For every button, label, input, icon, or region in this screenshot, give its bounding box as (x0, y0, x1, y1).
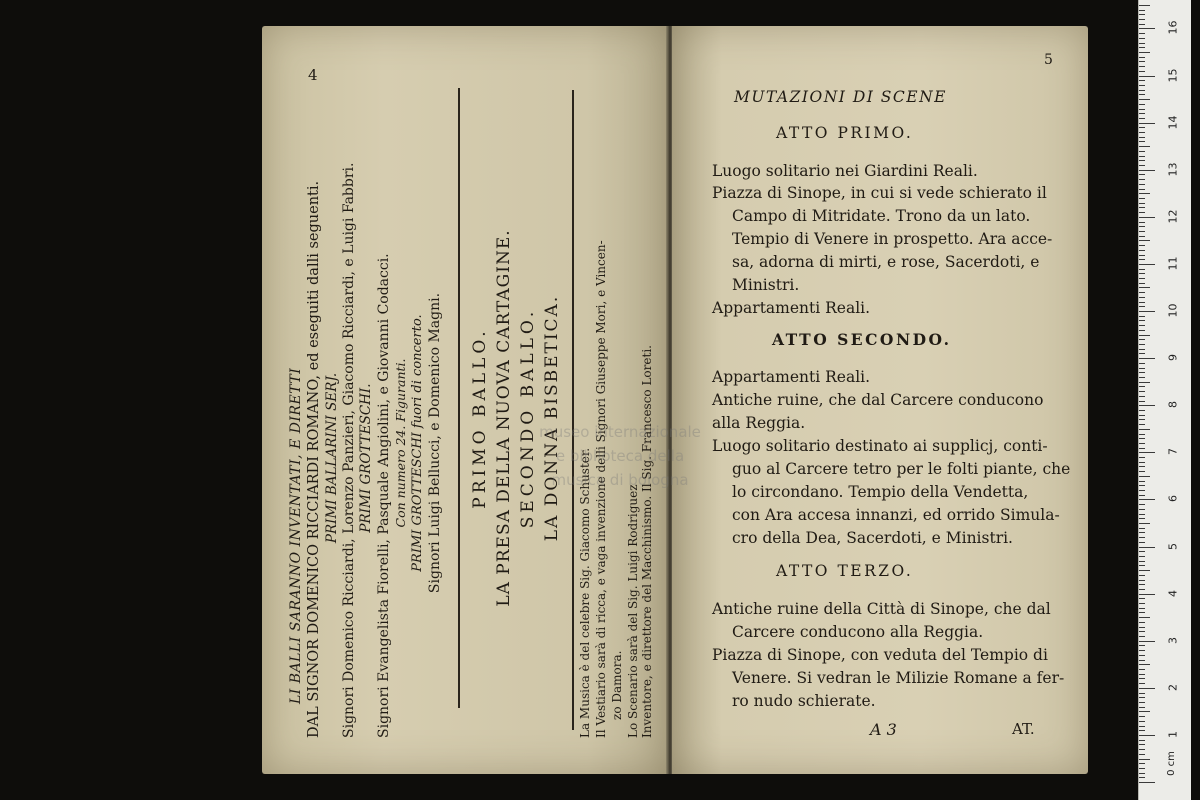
ruler-tick (1139, 674, 1145, 675)
right-page-number: 5 (1044, 52, 1053, 68)
ruler-tick (1139, 382, 1150, 383)
ruler-tick (1139, 561, 1145, 562)
act1-line: Campo di Mitridate. Trono da un lato. (732, 207, 1031, 225)
first-ballet-label: PRIMO BALLO. (470, 327, 490, 509)
ruler-tick (1139, 330, 1145, 331)
ruler-number: 5 (1166, 542, 1180, 550)
ruler-tick (1139, 368, 1145, 369)
act2-line: cro della Dea, Sacerdoti, e Ministri. (732, 529, 1013, 547)
grotesque-dancers-names: Signori Evangelista Fiorelli, Pasquale Angiolini, e Giovanni Codacci. (376, 253, 392, 738)
ruler-tick (1139, 622, 1145, 623)
first-ballet-title: LA PRESA DELLA NUOVA CARTAGINE. (494, 229, 514, 607)
ruler-tick (1139, 514, 1145, 515)
scene-changes-header: MUTAZIONI DI SCENE (734, 88, 947, 106)
act1-line: sa, adorna di mirti, e rose, Sacerdoti, e (732, 253, 1040, 271)
open-libretto (262, 26, 1088, 774)
ruler-tick (1139, 123, 1155, 124)
ruler-tick (1139, 575, 1145, 576)
ruler-tick (1139, 231, 1145, 232)
ruler-tick (1139, 245, 1145, 246)
ruler-tick (1139, 189, 1145, 190)
ruler-tick (1139, 311, 1155, 312)
act2-line: alla Reggia. (712, 414, 806, 432)
ruler-tick (1139, 594, 1155, 595)
ruler-tick (1139, 443, 1145, 444)
act3-line: Venere. Si vedran le Milizie Romane a fer- (732, 669, 1065, 687)
ruler-tick (1139, 744, 1145, 745)
right-page (672, 26, 1088, 774)
ruler-tick (1139, 711, 1150, 712)
ruler-tick (1139, 113, 1145, 114)
ruler-tick (1139, 104, 1145, 105)
ruler-number: 11 (1166, 256, 1180, 271)
ruler-tick (1139, 664, 1150, 665)
ruler-number: 9 (1166, 354, 1180, 362)
ruler-number: 14 (1166, 115, 1180, 130)
ruler-tick (1139, 537, 1145, 538)
ruler-tick (1139, 226, 1145, 227)
ruler-tick (1139, 391, 1145, 392)
ruler-tick (1139, 655, 1145, 656)
act1-line: Piazza di Sinope, in cui si vede schierato il (712, 184, 1047, 202)
ruler-tick (1139, 721, 1145, 722)
ruler-tick (1139, 730, 1145, 731)
ruler-tick (1139, 259, 1145, 260)
centimeter-ruler (1138, 0, 1191, 800)
act1-line: Tempio di Venere in prospetto. Ara acce- (732, 230, 1053, 248)
ruler-tick (1139, 650, 1145, 651)
ruler-tick (1139, 283, 1145, 284)
ruler-tick (1139, 236, 1145, 237)
ruler-number: 6 (1166, 495, 1180, 503)
act1-line: Ministri. (732, 276, 800, 294)
ruler-tick (1139, 584, 1145, 585)
ruler-tick (1139, 683, 1145, 684)
ruler-tick (1139, 528, 1145, 529)
act3-title: ATTO TERZO. (776, 562, 914, 580)
ruler-tick (1139, 250, 1145, 251)
serious-dancers-names: Signori Domenico Ricciardi, Lorenzo Panzieri, Giacomo Ricciardi, e Luigi Fabbri. (341, 162, 357, 738)
ruler-tick (1139, 363, 1145, 364)
ruler-tick (1139, 19, 1145, 20)
ruler-tick (1139, 773, 1145, 774)
ruler-tick (1139, 556, 1145, 557)
ruler-tick (1139, 570, 1150, 571)
watermark-line: e biblioteca della (555, 447, 685, 465)
ruler-tick (1139, 57, 1145, 58)
ruler-tick (1139, 156, 1145, 157)
ruler-tick (1139, 306, 1145, 307)
ruler-tick (1139, 118, 1145, 119)
ruler-tick (1139, 429, 1150, 430)
ruler-tick (1139, 697, 1145, 698)
ruler-number: 4 (1166, 589, 1180, 597)
ruler-tick (1139, 551, 1145, 552)
ruler-tick (1139, 598, 1145, 599)
ruler-tick (1139, 66, 1145, 67)
ruler-tick (1139, 768, 1145, 769)
second-ballet-label: SECONDO BALLO. (518, 307, 538, 529)
figuranti-note: Con numero 24. Figuranti. (393, 358, 408, 528)
ruler-number: 8 (1166, 401, 1180, 409)
ruler-tick (1139, 759, 1150, 760)
ruler-tick (1139, 184, 1145, 185)
ruler-tick (1139, 207, 1145, 208)
ruler-tick (1139, 109, 1145, 110)
museum-watermark (520, 420, 720, 492)
ruler-tick (1139, 603, 1145, 604)
ruler-tick (1139, 335, 1150, 336)
ruler-tick (1139, 203, 1145, 204)
ruler-tick (1139, 641, 1155, 642)
ruler-tick (1139, 61, 1145, 62)
ruler-tick (1139, 325, 1145, 326)
act3-line: Piazza di Sinope, con veduta del Tempio di (712, 646, 1048, 664)
ruler-tick (1139, 660, 1145, 661)
act1-title: ATTO PRIMO. (776, 124, 914, 142)
ruler-tick (1139, 10, 1145, 11)
signature-mark: A 3 (870, 720, 897, 739)
left-page-number: 4 (308, 66, 318, 84)
ruler-tick (1139, 85, 1145, 86)
ruler-tick (1139, 777, 1145, 778)
ruler-tick (1139, 146, 1150, 147)
ruler-tick (1139, 132, 1145, 133)
ruler-number: 13 (1166, 162, 1180, 177)
act2-line: Appartamenti Reali. (712, 368, 871, 386)
ruler-tick (1139, 269, 1145, 270)
credit-music: La Musica è del celebre Sig. Giacomo Schuster. (578, 447, 592, 738)
ruler-tick (1139, 273, 1145, 274)
act2-line: con Ara accesa innanzi, ed orrido Simula- (732, 506, 1060, 524)
ruler-tick (1139, 547, 1155, 548)
ruler-number: 15 (1166, 68, 1180, 82)
ruler-tick (1139, 499, 1155, 500)
ruler-tick (1139, 99, 1150, 100)
ruler-number: 16 (1166, 20, 1180, 35)
ruler-tick (1139, 264, 1155, 265)
ruler-tick (1139, 339, 1145, 340)
catchword: AT. (1012, 720, 1035, 738)
ruler-tick (1139, 165, 1145, 166)
ruler-tick (1139, 763, 1145, 764)
divider-rule-bottom (572, 90, 574, 730)
ruler-tick (1139, 476, 1150, 477)
ruler-tick (1139, 160, 1145, 161)
ruler-tick (1139, 212, 1145, 213)
ruler-number: 1 (1166, 730, 1180, 738)
ruler-tick (1139, 518, 1145, 519)
ruler-tick (1139, 396, 1145, 397)
ruler-tick (1139, 532, 1145, 533)
serious-dancers-header: PRIMI BALLARINI SERJ. (324, 372, 340, 544)
credit-scenery: Lo Scenario sarà del Sig. Luigi Rodriguez (626, 484, 640, 738)
ruler-tick (1139, 297, 1145, 298)
ruler-tick (1139, 749, 1145, 750)
ruler-tick (1139, 358, 1155, 359)
ruler-tick (1139, 702, 1145, 703)
ruler-tick (1139, 377, 1145, 378)
left-page-rotated-text (282, 88, 654, 738)
act1-line: Luogo solitario nei Giardini Reali. (712, 162, 978, 180)
credit-machinery: Inventore, e direttore del Macchinismo. Il Sig. Francesco Loreti. (640, 345, 654, 738)
ruler-tick (1139, 462, 1145, 463)
ruler-number: 10 (1166, 303, 1180, 318)
ruler-tick (1139, 386, 1145, 387)
ruler-tick (1139, 24, 1145, 25)
ruler-tick (1139, 71, 1145, 72)
ruler-tick (1139, 415, 1145, 416)
ruler-tick (1139, 38, 1145, 39)
ruler-tick (1139, 636, 1145, 637)
ruler-tick (1139, 448, 1145, 449)
ruler-tick (1139, 302, 1145, 303)
ruler-tick (1139, 754, 1145, 755)
ruler-tick (1139, 255, 1145, 256)
ruler-tick (1139, 580, 1145, 581)
ruler-tick (1139, 481, 1145, 482)
ruler-tick (1139, 28, 1155, 29)
ruler-tick (1139, 278, 1145, 279)
ruler-tick (1139, 80, 1145, 81)
ruler-tick (1139, 52, 1150, 53)
ruler-tick (1139, 509, 1145, 510)
ruler-tick (1139, 170, 1155, 171)
ruler-tick (1139, 372, 1145, 373)
ruler-tick (1139, 287, 1150, 288)
ruler-tick (1139, 217, 1155, 218)
ruler-tick (1139, 43, 1145, 44)
ruler-tick (1139, 523, 1150, 524)
ruler-tick (1139, 735, 1155, 736)
ruler-tick (1139, 240, 1150, 241)
act2-title: ATTO SECONDO. (772, 330, 952, 349)
ruler-tick (1139, 316, 1145, 317)
credit-costume: Il Vestiario sarà di ricca, e vaga invenzione delli Signori Giuseppe Mori, e Vincen- (594, 240, 608, 738)
act3-line: ro nudo schierate. (732, 692, 876, 710)
ruler-tick (1139, 457, 1145, 458)
ruler-tick (1139, 438, 1145, 439)
ruler-tick (1139, 94, 1145, 95)
ruler-tick (1139, 495, 1145, 496)
ruler-tick (1139, 127, 1145, 128)
ruler-tick (1139, 782, 1155, 783)
ruler-tick (1139, 490, 1145, 491)
ruler-tick (1139, 405, 1155, 406)
ruler-tick (1139, 137, 1145, 138)
ruler-tick (1139, 740, 1145, 741)
act2-line: Luogo solitario destinato ai supplicj, conti- (712, 437, 1048, 455)
ruler-number: 7 (1166, 448, 1180, 456)
ruler-tick (1139, 14, 1145, 15)
left-page (262, 26, 668, 774)
watermark-line: museo internazionale (539, 423, 701, 441)
ruler-tick (1139, 401, 1145, 402)
ruler-tick (1139, 349, 1145, 350)
act2-line: guo al Carcere tetro per le folti piante, che (732, 460, 1071, 478)
ruler-tick (1139, 466, 1145, 467)
act3-line: Antiche ruine della Città di Sinope, che dal (712, 600, 1051, 618)
watermark-line: musica di bologna (551, 471, 689, 489)
ruler-tick (1139, 320, 1145, 321)
ruler-tick (1139, 47, 1145, 48)
ruler-tick (1139, 222, 1145, 223)
ruler-tick (1139, 141, 1145, 142)
ruler-number: 12 (1166, 209, 1180, 224)
ruler-tick (1139, 151, 1145, 152)
ruler-tick (1139, 76, 1155, 77)
ruler-tick (1139, 434, 1145, 435)
ruler-tick (1139, 344, 1145, 345)
ruler-tick (1139, 631, 1145, 632)
ruler-tick (1139, 5, 1150, 6)
extra-grotesque-header: PRIMI GROTTESCHI fuori di concerto. (410, 314, 425, 572)
ruler-tick (1139, 410, 1145, 411)
ruler-tick (1139, 726, 1145, 727)
act3-line: Carcere conducono alla Reggia. (732, 623, 984, 641)
ballet-heading-2: DAL SIGNOR DOMENICO RICCIARDI ROMANO, ed eseguiti dalli seguenti. (306, 180, 322, 738)
ruler-tick (1139, 589, 1145, 590)
ballet-heading-1: LI BALLI SARANNO INVENTATI, E DIRETTI (288, 367, 304, 704)
ruler-tick (1139, 471, 1145, 472)
ruler-tick (1139, 693, 1145, 694)
divider-rule-top (458, 88, 460, 708)
grotesque-dancers-header: PRIMI GROTTESCHI. (358, 383, 374, 533)
ruler-tick (1139, 688, 1155, 689)
ruler-unit: 0 cm (1165, 751, 1177, 776)
ruler-tick (1139, 90, 1145, 91)
ruler-tick (1139, 707, 1145, 708)
ruler-number: 2 (1166, 683, 1180, 691)
ruler-tick (1139, 353, 1145, 354)
ruler-tick (1139, 419, 1145, 420)
ruler-tick (1139, 292, 1145, 293)
ruler-tick (1139, 452, 1155, 453)
act1-line: Appartamenti Reali. (712, 299, 871, 317)
ruler-tick (1139, 485, 1145, 486)
ruler-tick (1139, 565, 1145, 566)
ruler-tick (1139, 716, 1145, 717)
act2-line: lo circondano. Tempio della Vendetta, (732, 483, 1029, 501)
ruler-tick (1139, 617, 1150, 618)
extra-grotesque-names: Signori Luigi Bellucci, e Domenico Magni. (427, 292, 443, 594)
ruler-number: 3 (1166, 636, 1180, 644)
ruler-tick (1139, 424, 1145, 425)
ruler-tick (1139, 193, 1150, 194)
ruler-tick (1139, 33, 1145, 34)
ruler-tick (1139, 542, 1145, 543)
ruler-tick (1139, 608, 1145, 609)
ruler-tick (1139, 645, 1145, 646)
ruler-tick (1139, 678, 1145, 679)
ruler-tick (1139, 198, 1145, 199)
credit-costume-cont: zo Damora. (610, 650, 624, 720)
ruler-tick (1139, 174, 1145, 175)
act2-line: Antiche ruine, che dal Carcere conducono (712, 391, 1044, 409)
ruler-tick (1139, 627, 1145, 628)
ruler-tick (1139, 504, 1145, 505)
second-ballet-title: LA DONNA BISBETICA. (542, 294, 562, 542)
ruler-tick (1139, 612, 1145, 613)
ruler-tick (1139, 669, 1145, 670)
ruler-tick (1139, 179, 1145, 180)
